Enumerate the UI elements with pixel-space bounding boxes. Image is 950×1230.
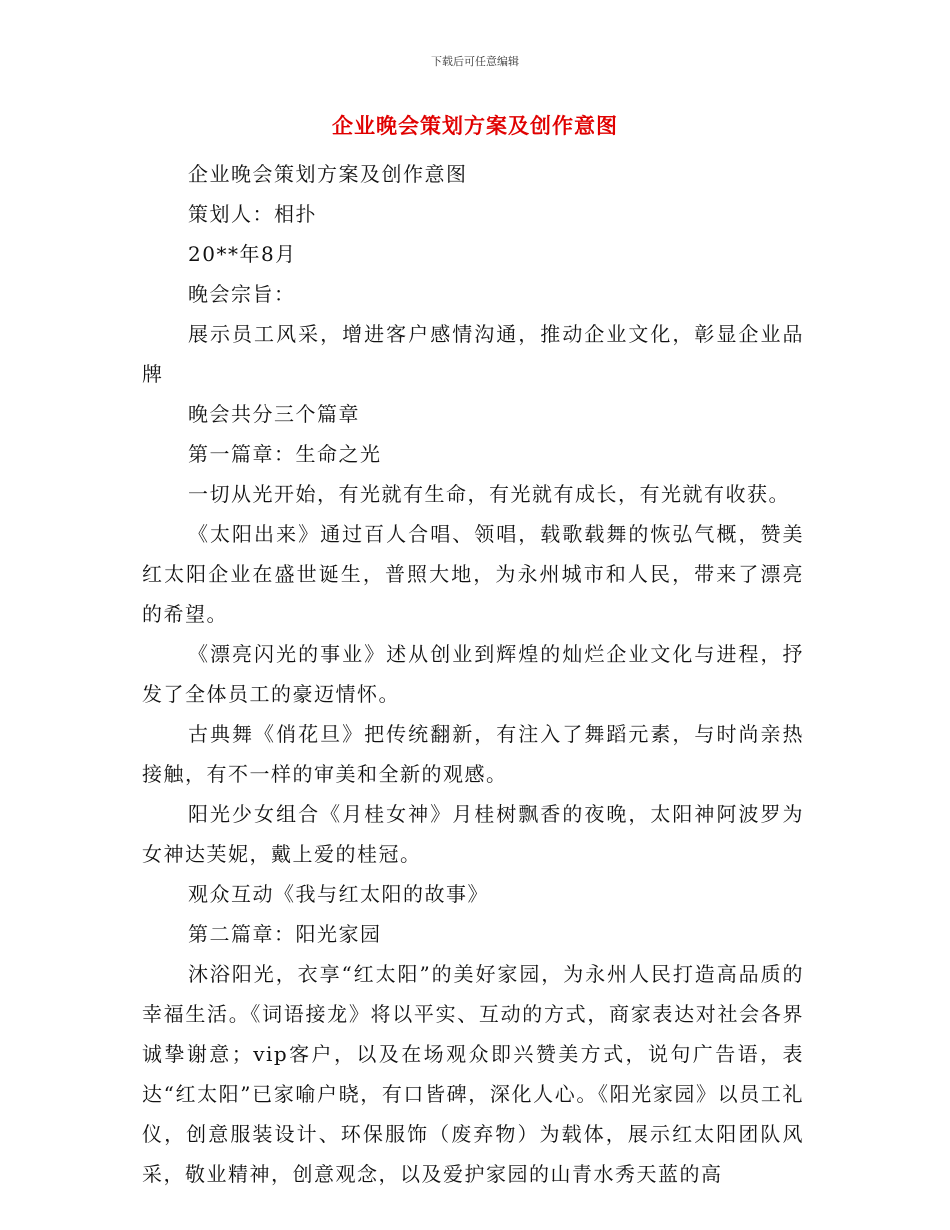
paragraph: 企业晚会策划方案及创作意图 [188, 162, 468, 186]
paragraph: 《太阳出来》通过百人合唱、领唱，载歌载舞的恢弘气概，赞美红太阳企业在盛世诞生，普照大地，为永州城市和人民，带来了漂亮的希望。 [142, 522, 804, 626]
paragraph: 古典舞《俏花旦》把传统翻新，有注入了舞蹈元素，与时尚亲热接触，有不一样的审美和全新的观感。 [142, 722, 804, 786]
paragraph: 第一篇章：生命之光 [188, 442, 382, 466]
paragraph: 第二篇章：阳光家园 [188, 922, 382, 946]
paragraph: 沐浴阳光，衣享“红太阳”的美好家园，为永州人民打造高品质的幸福生活。《词语接龙》将以平实、互动的方式，商家表达对社会各界诚挚谢意；vip客户，以及在场观众即兴赞美方式，说句广告语，表达“红太阳”已家喻户晓，有口皆碑，深化人心。《阳光家园》以员工礼仪，创意服装设计、环保服饰（废弃物）为载体，展示红太阳团队风采，敬业精神，创意观念，以及爱护家园的山青水秀天蓝的高 [142, 962, 804, 1186]
document-title: 企业晚会策划方案及创作意图 [332, 114, 618, 138]
paragraph: 《漂亮闪光的事业》述从创业到辉煌的灿烂企业文化与进程，抒发了全体员工的豪迈情怀。 [142, 642, 804, 706]
paragraph: 观众互动《我与红太阳的故事》 [188, 882, 489, 906]
paragraph: 晚会共分三个篇章 [188, 402, 360, 426]
paragraph: 20**年8月 [188, 242, 297, 266]
paragraph: 展示员工风采，增进客户感情沟通，推动企业文化，彰显企业品牌 [142, 322, 804, 386]
paragraph: 阳光少女组合《月桂女神》月桂树飘香的夜晚，太阳神阿波罗为女神达芙妮，戴上爱的桂冠。 [142, 802, 804, 866]
paragraph: 策划人：相扑 [188, 202, 317, 226]
paragraph: 晚会宗旨： [188, 282, 296, 306]
header-note: 下载后可任意编辑 [431, 55, 519, 68]
paragraph: 一切从光开始，有光就有生命，有光就有成长，有光就有收获。 [188, 482, 790, 506]
document-body [142, 154, 804, 1194]
